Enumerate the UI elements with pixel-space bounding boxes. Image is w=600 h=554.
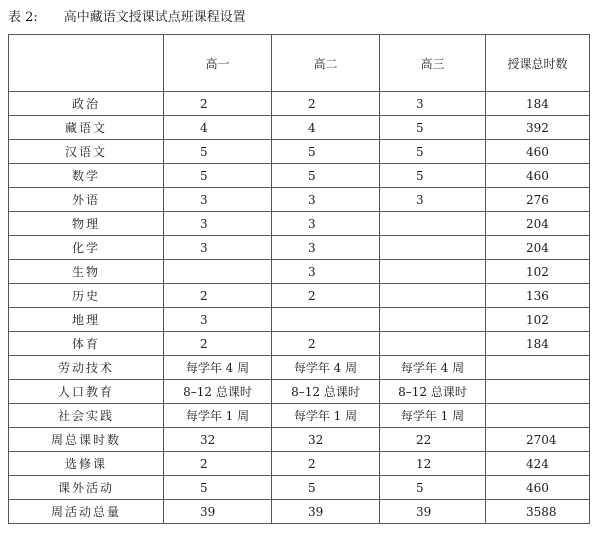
header-row [9,35,590,92]
subject-cell: 生物 [9,260,164,284]
header-grade-2: 高二 [272,35,380,92]
grade-1-cell: 5 [164,140,272,164]
table-row [9,212,590,236]
curriculum-table [8,34,590,524]
table-row [9,452,590,476]
subject-cell: 体育 [9,332,164,356]
table-row [9,92,590,116]
subject-cell: 数学 [9,164,164,188]
grade-3-cell: 12 [380,452,486,476]
table-row [9,500,590,524]
subject-cell: 人口教育 [9,380,164,404]
grade-2-cell: 每学年 4 周 [272,356,380,380]
total-hours-cell: 2704 [486,428,590,452]
grade-2-cell: 2 [272,284,380,308]
table-row [9,476,590,500]
grade-2-cell: 2 [272,332,380,356]
grade-1-cell: 5 [164,164,272,188]
caption-title: 高中藏语文授课试点班课程设置 [63,10,246,25]
table-row [9,356,590,380]
grade-2-cell: 3 [272,260,380,284]
grade-3-cell: 每学年 1 周 [380,404,486,428]
grade-2-cell: 5 [272,476,380,500]
grade-2-cell: 每学年 1 周 [272,404,380,428]
total-hours-cell: 102 [486,308,590,332]
total-hours-cell: 424 [486,452,590,476]
grade-1-cell: 2 [164,452,272,476]
grade-3-cell: 5 [380,164,486,188]
grade-1-cell: 2 [164,332,272,356]
grade-1-cell: 2 [164,284,272,308]
grade-3-cell: 5 [380,140,486,164]
grade-1-cell: 3 [164,212,272,236]
caption-label: 表 2: [8,10,38,25]
total-hours-cell: 460 [486,164,590,188]
table-row [9,380,590,404]
total-hours-cell: 276 [486,188,590,212]
total-hours-cell: 204 [486,236,590,260]
grade-3-cell: 3 [380,92,486,116]
table-row [9,284,590,308]
table-row [9,332,590,356]
grade-3-cell [380,332,486,356]
subject-cell: 历史 [9,284,164,308]
grade-1-cell: 3 [164,308,272,332]
subject-cell: 汉语文 [9,140,164,164]
total-hours-cell: 204 [486,212,590,236]
grade-3-cell: 39 [380,500,486,524]
subject-cell: 藏语文 [9,116,164,140]
grade-2-cell: 5 [272,164,380,188]
grade-1-cell: 4 [164,116,272,140]
table-row [9,404,590,428]
grade-3-cell: 5 [380,116,486,140]
subject-cell: 课外活动 [9,476,164,500]
total-hours-cell: 184 [486,332,590,356]
subject-cell: 周总课时数 [9,428,164,452]
header-grade-3: 高三 [380,35,486,92]
grade-1-cell: 3 [164,236,272,260]
table-row [9,116,590,140]
grade-3-cell [380,236,486,260]
grade-2-cell: 3 [272,212,380,236]
grade-2-cell: 32 [272,428,380,452]
subject-cell: 地理 [9,308,164,332]
subject-cell: 政治 [9,92,164,116]
subject-cell: 劳动技术 [9,356,164,380]
total-hours-cell: 460 [486,476,590,500]
grade-1-cell: 2 [164,92,272,116]
grade-3-cell: 3 [380,188,486,212]
table-row [9,140,590,164]
table-row [9,188,590,212]
table-row [9,260,590,284]
total-hours-cell [486,380,590,404]
total-hours-cell: 102 [486,260,590,284]
subject-cell: 化学 [9,236,164,260]
grade-3-cell [380,284,486,308]
subject-cell: 周活动总量 [9,500,164,524]
grade-2-cell: 3 [272,236,380,260]
grade-2-cell: 4 [272,116,380,140]
total-hours-cell [486,404,590,428]
table-body [9,92,590,524]
header-grade-1: 高一 [164,35,272,92]
grade-1-cell: 39 [164,500,272,524]
header-total-hours: 授课总时数 [486,35,590,92]
total-hours-cell: 3588 [486,500,590,524]
grade-3-cell [380,308,486,332]
grade-3-cell: 5 [380,476,486,500]
total-hours-cell: 460 [486,140,590,164]
grade-3-cell: 22 [380,428,486,452]
grade-3-cell [380,260,486,284]
grade-3-cell: 8–12 总课时 [380,380,486,404]
table-caption [8,6,246,25]
grade-1-cell: 每学年 4 周 [164,356,272,380]
grade-2-cell: 5 [272,140,380,164]
grade-1-cell [164,260,272,284]
grade-2-cell [272,308,380,332]
subject-cell: 社会实践 [9,404,164,428]
grade-1-cell: 32 [164,428,272,452]
table-row [9,428,590,452]
header-subject [9,35,164,92]
total-hours-cell: 184 [486,92,590,116]
table-row [9,236,590,260]
grade-2-cell: 2 [272,452,380,476]
grade-2-cell: 8–12 总课时 [272,380,380,404]
grade-1-cell: 3 [164,188,272,212]
subject-cell: 物理 [9,212,164,236]
grade-2-cell: 3 [272,188,380,212]
subject-cell: 外语 [9,188,164,212]
grade-3-cell: 每学年 4 周 [380,356,486,380]
grade-1-cell: 每学年 1 周 [164,404,272,428]
grade-1-cell: 5 [164,476,272,500]
grade-1-cell: 8–12 总课时 [164,380,272,404]
total-hours-cell: 392 [486,116,590,140]
grade-2-cell: 39 [272,500,380,524]
total-hours-cell: 136 [486,284,590,308]
table-row [9,164,590,188]
grade-3-cell [380,212,486,236]
subject-cell: 选修课 [9,452,164,476]
total-hours-cell [486,356,590,380]
grade-2-cell: 2 [272,92,380,116]
table-row [9,308,590,332]
